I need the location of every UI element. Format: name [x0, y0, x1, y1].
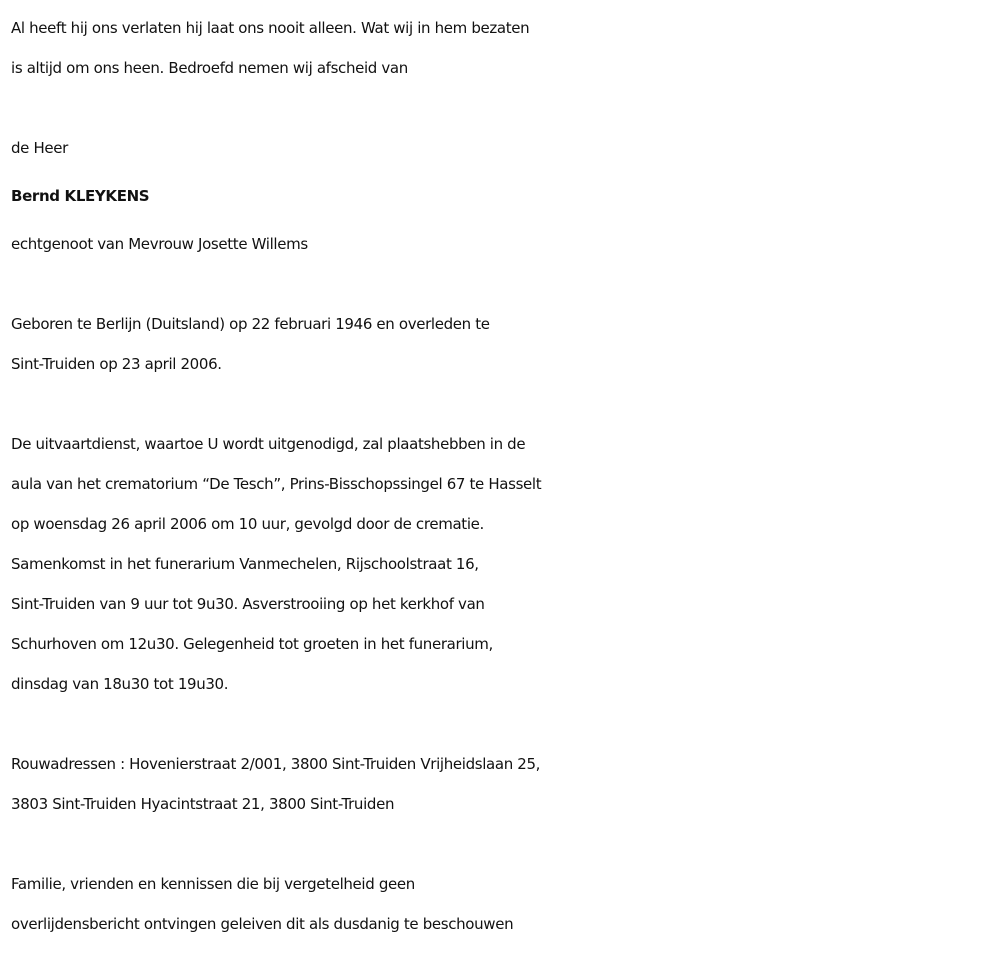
intro-line: is altijd om ons heen. Bedroefd nemen wij afscheid van: [11, 59, 408, 77]
service-line: aula van het crematorium “De Tesch”, Prins-Bisschopssingel 67 te Hasselt: [11, 475, 542, 493]
honorific: de Heer: [11, 139, 68, 157]
paragraph-spacer: [11, 264, 1000, 304]
address-line: 3803 Sint-Truiden Hyacintstraat 21, 3800 Sint-Truiden: [11, 795, 395, 813]
service-line: dinsdag van 18u30 tot 19u30.: [11, 675, 229, 693]
service-line: Schurhoven om 12u30. Gelegenheid tot groeten in het funerarium,: [11, 635, 493, 653]
birth-death-line: Geboren te Berlijn (Duitsland) op 22 februari 1946 en overleden te: [11, 315, 490, 333]
paragraph-spacer: [11, 824, 1000, 864]
paragraph-spacer: [11, 704, 1000, 744]
service-line: De uitvaartdienst, waartoe U wordt uitgenodigd, zal plaatshebben in de: [11, 435, 526, 453]
deceased-name: Bernd KLEYKENS: [11, 187, 150, 205]
intro-paragraph: [11, 8, 1000, 88]
birth-death-paragraph: [11, 304, 1000, 384]
birth-death-line: Sint-Truiden op 23 april 2006.: [11, 355, 222, 373]
address-line: Rouwadressen : Hovenierstraat 2/001, 3800 Sint-Truiden Vrijheidslaan 25,: [11, 755, 541, 773]
closing-paragraph: [11, 864, 1000, 944]
service-line: Samenkomst in het funerarium Vanmechelen, Rijschoolstraat 16,: [11, 555, 479, 573]
service-paragraph: [11, 424, 1000, 704]
service-line: op woensdag 26 april 2006 om 10 uur, gevolgd door de crematie.: [11, 515, 484, 533]
addresses-paragraph: [11, 744, 1000, 824]
service-line: Sint-Truiden van 9 uur tot 9u30. Asverstrooiing op het kerkhof van: [11, 595, 485, 613]
spouse-line: echtgenoot van Mevrouw Josette Willems: [11, 235, 308, 253]
intro-line: Al heeft hij ons verlaten hij laat ons nooit alleen. Wat wij in hem bezaten: [11, 19, 530, 37]
closing-line: overlijdensbericht ontvingen geleiven dit als dusdanig te beschouwen: [11, 915, 514, 933]
paragraph-spacer: [11, 384, 1000, 424]
closing-line: Familie, vrienden en kennissen die bij vergetelheid geen: [11, 875, 415, 893]
paragraph-spacer: [11, 88, 1000, 128]
